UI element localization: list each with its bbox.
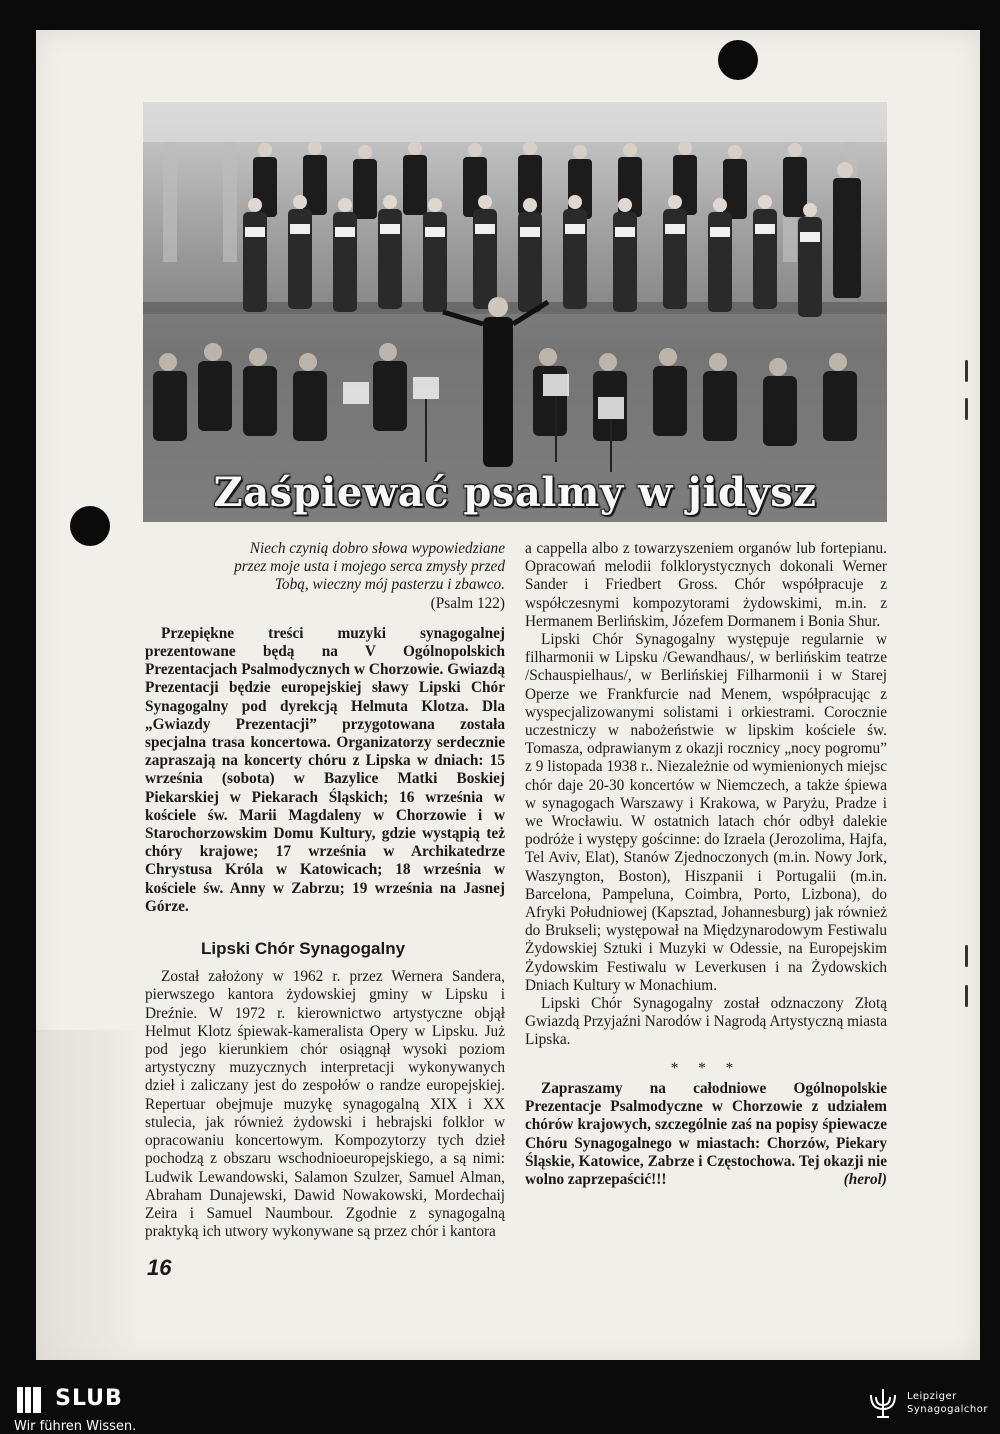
choir-name [907, 1390, 988, 1416]
staple-mark [965, 398, 968, 420]
motto-line: Niech czynią dobro słowa wypowiedziane [249, 540, 505, 557]
author-signature: (herol) [843, 1171, 887, 1189]
body-paragraph: Został założony w 1962 r. przez Wernera Sandera, pierwszego kantora żydowskiej gminy w Lipsku i Dreźnie. W 1972 r. kierownictwo artystyczne objął Helmut Klotz śpiewak-kameralista Opery w Lipsku. Już pod jego kierunkiem chór osiągnął wysoki poziom artystyczny muzycznych interpretacji wykonywanych dzieł i zaliczany jest do zespołów o randze europejskiej. Repertuar obejmuje muzykę synagogalną XIX i XX stulecia, jak również żydowski i hebrajski folklor w opracowaniu koncertowym. Kompozytorzy tych dzieł pochodzą z obszaru wschodnioeuropejskiego, a są nimi: Ludwik Lewandowski, Salamon Szulzer, Samuel Alman, Abraham Dunajewski, Dawid Nowakowski, Mordechaij Zeira i Samuel Naumbour. Zgodnie z synagogalną praktyką ich utwory wykonywane są przez chór i kantora [145, 968, 505, 1241]
motto-line: przez moje usta i mojego serca zmysły przed [234, 558, 505, 576]
body-paragraph: Lipski Chór Synagogalny występuje regularnie w filharmonii w Lipsku /Gewandhaus/, w berlińskim teatrze /Schauspielhaus/, w Berlińskiej Filharmonii i w Starej Operze we Frankfurcie nad Menem, współpracując z wyspecjalizowanymi solistami i orkiestrami. Corocznie uczestniczy w nabożeństwie w lipskim kościele św. Tomasza, odprawianym z okazji rocznicy „nocy pogromu” z 9 listopada 1938 r.. Niezależnie od wymienionych miejsc chór daje 20-30 koncertów w Niemczech, a także śpiewa w synagogach Warszawy i Krakowa, w Paryżu, Pradze i we Wrocławiu. W ostatnich latach chór odbył dalekie podróże i występy gościnne: do Izraela (Jerozolima, Hajfa, Tel Aviv, Elat), Stanów Zjednoczonych (m.in. Nowy Jork, Waszyngton, Boston), Hiszpanii i Portugalii (m.in. Barcelona, Pampeluna, Coimbra, Porto, Lizbona), do Afryki Południowej (Kapsztad, Johannesburg) jak również do Brukseli; występował na Międzynarodowym Festiwalu Żydowskiej Sztuki i Muzyki w Odessie, na Europejskim Żydowskim Festiwalu w Leverkusen i na Żydowskich Dniach Kultury w Monachium. [525, 631, 887, 994]
slub-tagline: Wir führen Wissen. [14, 1419, 137, 1434]
slub-logo-icon [14, 1385, 44, 1415]
motto-source: (Psalm 122) [430, 594, 505, 612]
staple-mark [965, 985, 968, 1007]
section-subheading: Lipski Chór Synagogalny [201, 939, 406, 959]
choir-name-line2: Synagogalchor [906, 1404, 988, 1415]
slub-branding[interactable] [14, 1385, 136, 1434]
punch-hole-left [70, 506, 110, 546]
page-wear [36, 1030, 136, 1360]
motto-line: Tobą, wieczny mój pasterzu i zbawco. [274, 576, 505, 594]
psalm-motto [145, 540, 505, 595]
choir-branding[interactable] [865, 1385, 988, 1421]
choir-name-line1: Leipziger [906, 1391, 957, 1402]
staple-mark [965, 945, 968, 967]
menorah-icon [865, 1385, 901, 1421]
article-headline: Zaśpiewać psalmy w jidysz [213, 469, 817, 516]
right-column [525, 540, 887, 1189]
intro-paragraph: Przepiękne treści muzyki synagogalnej prezentowane będą na V Ogólnopolskich Prezentacjach Psalmodycznych w Chorzowie. Gwiazdą Prezentacji będzie europejskiej sławy Lipski Chór Synagogalny pod dyrekcją Helmuta Klotza. Dla „Gwiazdy Prezentacji” przygotowana została specjalna trasa koncertowa. Organizatorzy serdecznie zapraszają na koncerty chóru z Lipska w dniach: 15 września (sobota) w Bazylice Matki Boskiej Piekarskiej w Piekarach Śląskich; 16 września w kościele św. Marii Magdaleny w Chorzowie i w Starochorzowskim Domu Kultury, gdzie wystąpią też chóry krajowe; 17 września w Archikatedrze Chrystusa Króla w Katowicach; 18 września w kościele św. Anny w Zabrzu; 19 września na Jasnej Górze. [145, 624, 505, 915]
page-number: 16 [147, 1255, 172, 1280]
left-column [145, 540, 505, 1241]
concert-photo-image [143, 102, 887, 522]
section-separator: * * * [670, 1059, 742, 1077]
slub-name: SLUB [55, 1386, 123, 1411]
choir-orchestra-photo [143, 102, 887, 522]
closing-paragraph: Zapraszamy na całodniowe Ogólnopolskie Prezentacje Psalmodyczne w Chorzowie z udziałem chórów krajowych, szczególnie zaś na popisy śpiewacze Chóru Synagogalnego w miastach: Chorzów, Piekary Śląskie, Katowice, Zabrze i Częstochowa. Tej okazji nie wolno zaprzepaścić!!! [525, 1079, 887, 1188]
punch-hole-top [718, 40, 758, 80]
body-paragraph: Lipski Chór Synagogalny został odznaczony Złotą Gwiazdą Przyjaźni Narodów i Nagrodą Artystyczną miasta Lipska. [525, 995, 887, 1049]
staple-mark [965, 360, 968, 382]
body-paragraph: a cappella albo z towarzyszeniem organów lub fortepianu. Opracowań melodii folklorystycznych dokonali Werner Sander i Friedbert Gross. Chór współpracuje z współczesnymi kompozytorami żydowskimi, m.in. z Hermanem Berlińskim, Józefem Dormanem i Bonia Shur. [525, 540, 887, 630]
